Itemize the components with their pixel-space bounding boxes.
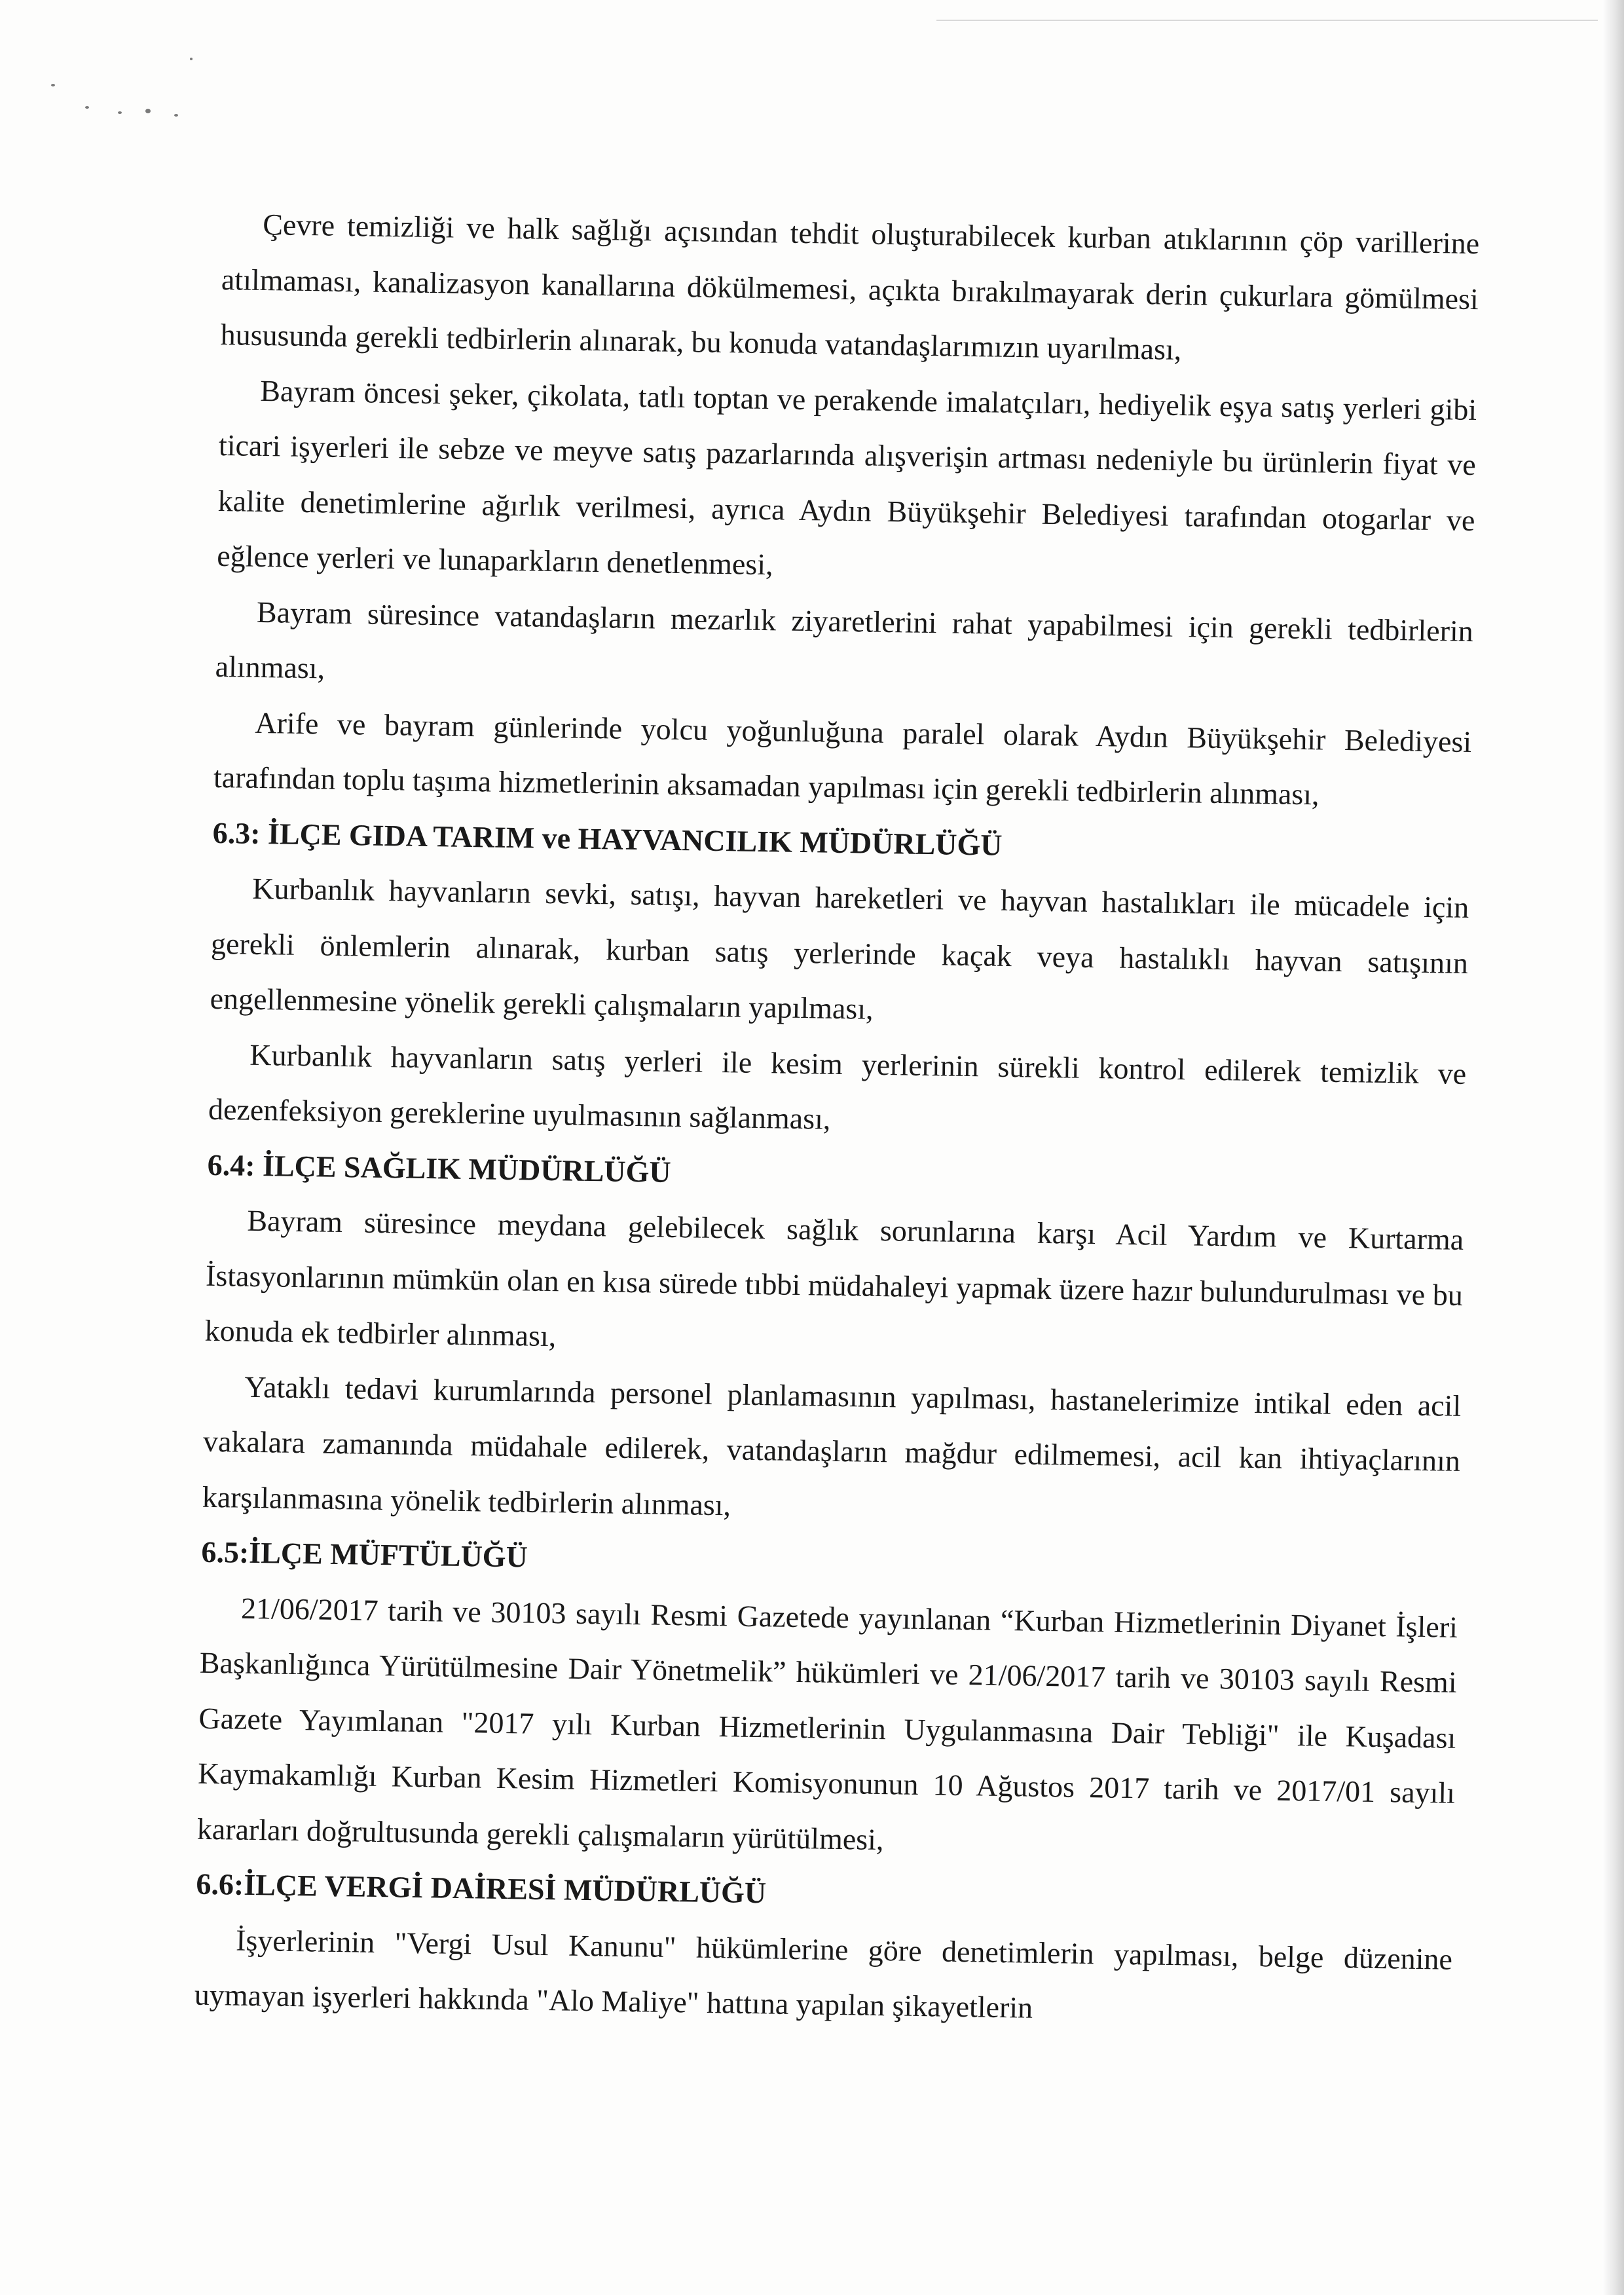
scan-top-line: [936, 20, 1598, 21]
paragraph-animal-disease-control: Kurbanlık hayvanların sevki, satışı, hayvan hareketleri ve hayvan hastalıkları ile mücadele için gerekli önlemlerin alınarak, kurban satış yerlerinde kaçak veya hastalıklı hayvan satışının engellenmesine yönelik gerekli çalışmaların yapılması,: [210, 871, 1469, 1026]
paragraph-cemetery-visits: Bayram süresince vatandaşların mezarlık ziyaretlerini rahat yapabilmesi için gerekli tedbirlerin alınması,: [215, 595, 1474, 685]
paragraph-sales-site-disinfection: Kurbanlık hayvanların satış yerleri ile kesim yerlerinin sürekli kontrol edilerek temizlik ve dezenfeksiyon gereklerine uyulmasının sağlanması,: [208, 1037, 1467, 1136]
scan-edge-shadow: [1602, 0, 1624, 2295]
heading-6-4-health: 6.4: İLÇE SAĞLIK MÜDÜRLÜĞÜ: [207, 1148, 672, 1189]
heading-6-5-mufti: 6.5:İLÇE MÜFTÜLÜĞÜ: [201, 1535, 528, 1574]
paragraph-pre-holiday-inspections: Bayram öncesi şeker, çikolata, tatlı toptan ve perakende imalatçıları, hediyelik eşya satış yerleri gibi ticari işyerleri ile sebze ve meyve satış pazarlarında alışverişin artması nedeniyle bu ürünlerin fiyat ve kalite denetimlerine ağırlık verilmesi, ayrıca Aydın Büyükşehir Belediyesi tarafından otogarlar ve eğlence yerleri ve lunaparkların denetlenmesi,: [216, 373, 1477, 582]
document-body: [191, 196, 1480, 2214]
heading-6-6-tax-office: 6.6:İLÇE VERGİ DAİRESİ MÜDÜRLÜĞÜ: [196, 1867, 767, 1910]
heading-6-3-food-agriculture: 6.3: İLÇE GIDA TARIM ve HAYVANCILIK MÜDÜRLÜĞÜ: [212, 815, 1003, 862]
paragraph-tax-inspections: İşyerlerinin "Vergi Usul Kanunu" hükümlerine göre denetimlerin yapılması, belge düzenine uymayan işyerleri hakkında "Alo Maliye" hattına yapılan şikayetlerin: [194, 1923, 1453, 2024]
scan-specks: [46, 52, 210, 124]
paragraph-environment-cleanliness: Çevre temizliği ve halk sağlığı açısından tehdit oluşturabilecek kurban atıklarının çöp varillerine atılmaması, kanalizasyon kanallarına dökülmemesi, açıkta bırakılmayarak derin çukurlara gömülmesi hususunda gerekli tedbirlerin alınarak, bu konuda vatandaşlarımızın uyarılması,: [220, 207, 1480, 367]
paragraph-emergency-stations: Bayram süresince meydana gelebilecek sağlık sorunlarına karşı Acil Yardım ve Kurtarma İstasyonlarının mümkün olan en kısa sürede tıbbi müdahaleyi yapmak üzere hazır bulundurulması ve bu konuda ek tedbirler alınması,: [204, 1203, 1464, 1353]
paragraph-kurban-regulations: 21/06/2017 tarih ve 30103 sayılı Resmi Gazetede yayınlanan “Kurban Hizmetlerinin Diyanet İşleri Başkanlığınca Yürütülmesine Dair Yönetmelik” hükümleri ve 21/06/2017 tarih ve 30103 sayılı Resmi Gazete Yayımlanan "2017 yılı Kurban Hizmetlerinin Uygulanmasına Dair Tebliği" ile Kuşadası Kaymakamlığı Kurban Kesim Hizmetleri Komisyonunun 10 Ağustos 2017 tarih ve 2017/01 sayılı kararları doğrultusunda gerekli çalışmaların yürütülmesi,: [196, 1591, 1458, 1856]
paragraph-hospital-staffing: Yataklı tedavi kurumlarında personel planlamasının yapılması, hastanelerimize intikal eden acil vakalara zamanında müdahale edilerek, vatandaşların mağdur edilmemesi, acil kan ihtiyaçlarının karşılanmasına yönelik tedbirlerin alınması,: [202, 1370, 1462, 1521]
paragraph-public-transport: Arife ve bayram günlerinde yolcu yoğunluğuna paralel olarak Aydın Büyükşehir Belediyesi tarafından toplu taşıma hizmetlerinin aksamadan yapılması için gerekli tedbirlerin alınması,: [213, 705, 1472, 812]
